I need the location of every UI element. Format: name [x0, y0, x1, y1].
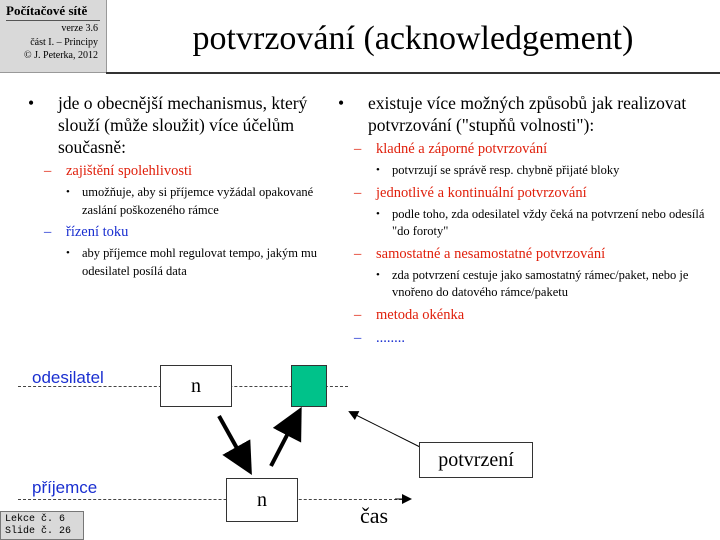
dash-bullet: – — [354, 245, 362, 262]
right-subitem-text: podle toho, zda odesilatel vždy čeká na potvrzení nebo odesílá "do foroty" — [392, 206, 705, 238]
sender-label: odesilatel — [32, 368, 104, 387]
time-label: čas — [360, 503, 389, 528]
right-subitem-text: zda potvrzení cestuje jako samostatný rámec/paket, nebo je vnořeno do datového rámce/paketu — [392, 267, 689, 299]
bullet: • — [376, 268, 380, 281]
course-author: © J. Peterka, 2012 — [24, 50, 98, 61]
slide-title: potvrzování (acknowledgement) — [192, 20, 634, 57]
slide-number-box — [0, 511, 84, 540]
bullet: • — [66, 247, 70, 259]
lecture-number: Lekce č. 6 — [5, 514, 66, 525]
bullet: • — [28, 93, 35, 113]
receiver-label: příjemce — [32, 478, 98, 497]
ack-callout: potvrzení — [419, 442, 533, 478]
right-item-label: ........ — [376, 329, 405, 346]
right-item-label: samostatné a nesamostatné potvrzování — [376, 245, 606, 262]
dash-bullet: – — [354, 184, 362, 201]
right-item-label: metoda okénka — [376, 306, 465, 323]
right-item-label: kladné a záporné potvrzování — [376, 141, 548, 157]
left-subitem-text: aby příjemce mohl regulovat tempo, jakým mu odesilatel posílá data — [82, 246, 318, 278]
bullet: • — [376, 164, 380, 176]
dash-bullet: – — [44, 224, 52, 240]
left-item-label: zajištění spolehlivosti — [66, 163, 193, 179]
dash-bullet: – — [44, 163, 52, 179]
right-main-text: existuje více možných způsobů jak realizovat potvrzování ("stupňů volnosti"): — [368, 93, 687, 135]
right-subitem-text: potvrzují se správě resp. chybně přijaté bloky — [392, 163, 620, 177]
ack-arrow — [271, 414, 298, 466]
slide-number: Slide č. 26 — [5, 526, 72, 537]
dash-bullet: – — [354, 329, 362, 346]
left-main-text: jde o obecnější mechanismus, který slouží (může sloužit) více účelům současně: — [58, 93, 308, 157]
bullet: • — [338, 93, 345, 113]
left-item-label: řízení toku — [66, 224, 129, 240]
callout-arrow — [350, 412, 420, 447]
left-subitem-text: umožňuje, aby si příjemce vyžádal opakované zaslání poškozeného rámce — [82, 185, 314, 217]
bullet: • — [376, 207, 380, 220]
course-part: část I. – Principy — [30, 36, 98, 48]
right-item-label: jednotlivé a kontinuální potvrzování — [376, 184, 587, 201]
bullet: • — [66, 186, 70, 198]
course-title: Počítačové sítě — [6, 3, 88, 18]
course-version: verze 3.6 — [61, 23, 98, 34]
received-frame: n — [226, 478, 298, 522]
ack-frame — [291, 365, 327, 407]
dash-bullet: – — [354, 141, 362, 157]
sent-frame: n — [160, 365, 232, 407]
dash-bullet: – — [354, 306, 362, 323]
frame-arrow — [219, 416, 248, 468]
